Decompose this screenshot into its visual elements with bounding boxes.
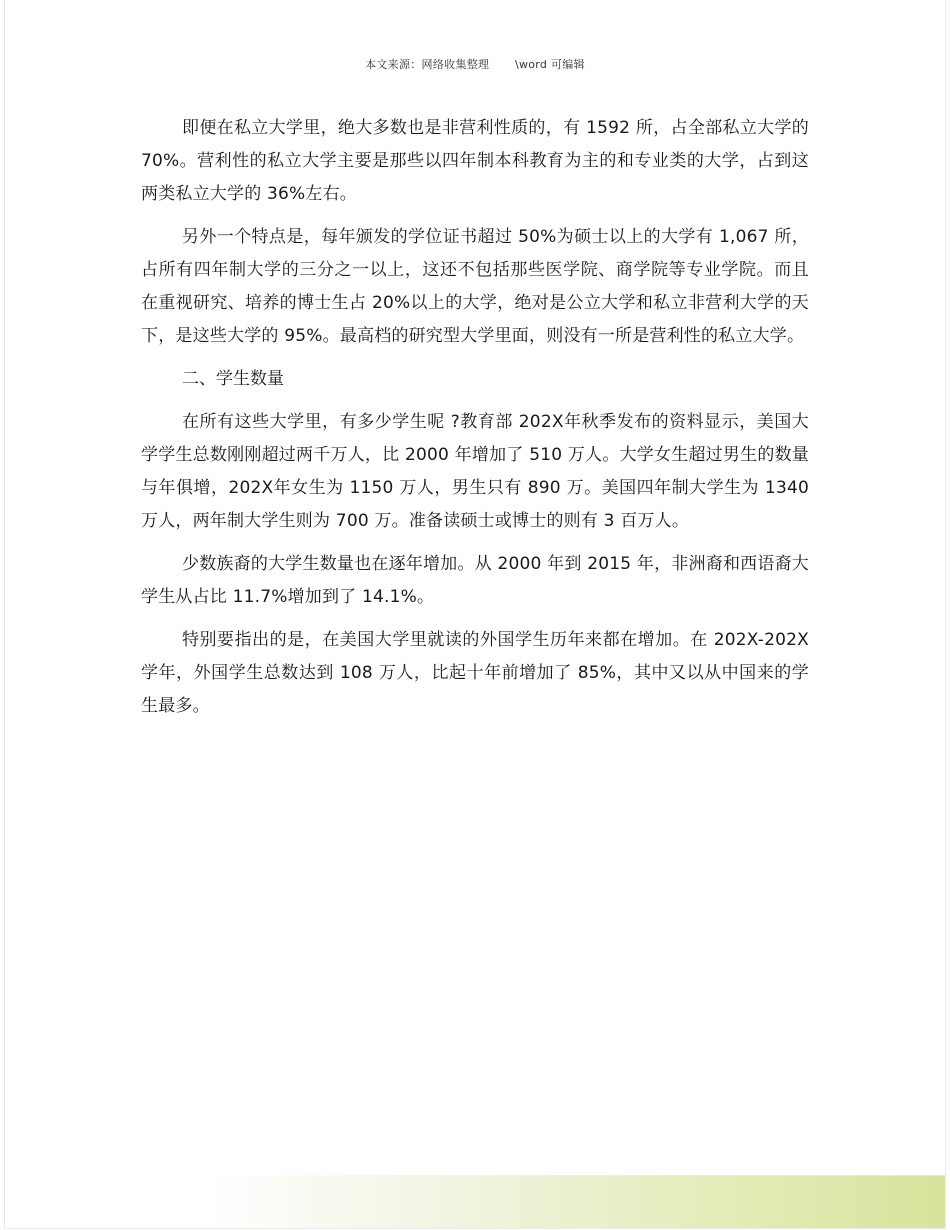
document-page [4, 0, 946, 1229]
paragraph-degree-feature: 另外一个特点是，每年颁发的学位证书超过 50%为硕士以上的大学有 1,067 所，占所有四年制大学的三分之一以上，这还不包括那些医学院、商学院等专业学院。而且在重视研究、培养的博士生占 20%以上的大学，绝对是公立大学和私立非营利大学的天下，是这些大学的 95%。最高档的研究型大学里面，则没有一所是营利性的私立大学。 [141, 227, 809, 346]
document-body [141, 112, 809, 733]
footer-decoration-band [205, 1176, 945, 1228]
page-header [5, 56, 945, 72]
paragraph-student-count: 在所有这些大学里，有多少学生呢 ?教育部 202X年秋季发布的资料显示，美国大学学生总数刚刚超过两千万人，比 2000 年增加了 510 万人。大学女生超过男生的数量与年俱增，202X年女生为 1150 万人，男生只有 890 万。美国四年制大学生为 1340 万人，两年制大学生则为 700 万。准备读硕士或博士的则有 3 百万人。 [141, 412, 809, 531]
paragraph-private-nonprofit: 即便在私立大学里，绝大多数也是非营利性质的，有 1592 所，占全部私立大学的 70%。营利性的私立大学主要是那些以四年制本科教育为主的和专业类的大学，占到这两类私立大学的 36%左右。 [141, 118, 809, 204]
header-source: 本文来源：网络收集整理 [365, 58, 490, 71]
header-editable-note: \word 可编辑 [514, 58, 585, 71]
section-heading: 二、学生数量 [182, 369, 284, 389]
paragraph-international-students: 特别要指出的是，在美国大学里就读的外国学生历年来都在增加。在 202X-202X 学年，外国学生总数达到 108 万人，比起十年前增加了 85%，其中又以从中国来的学生最多。 [141, 630, 809, 716]
paragraph-minority-students: 少数族裔的大学生数量也在逐年增加。从 2000 年到 2015 年，非洲裔和西语裔大学生从占比 11.7%增加到了 14.1%。 [141, 554, 809, 607]
